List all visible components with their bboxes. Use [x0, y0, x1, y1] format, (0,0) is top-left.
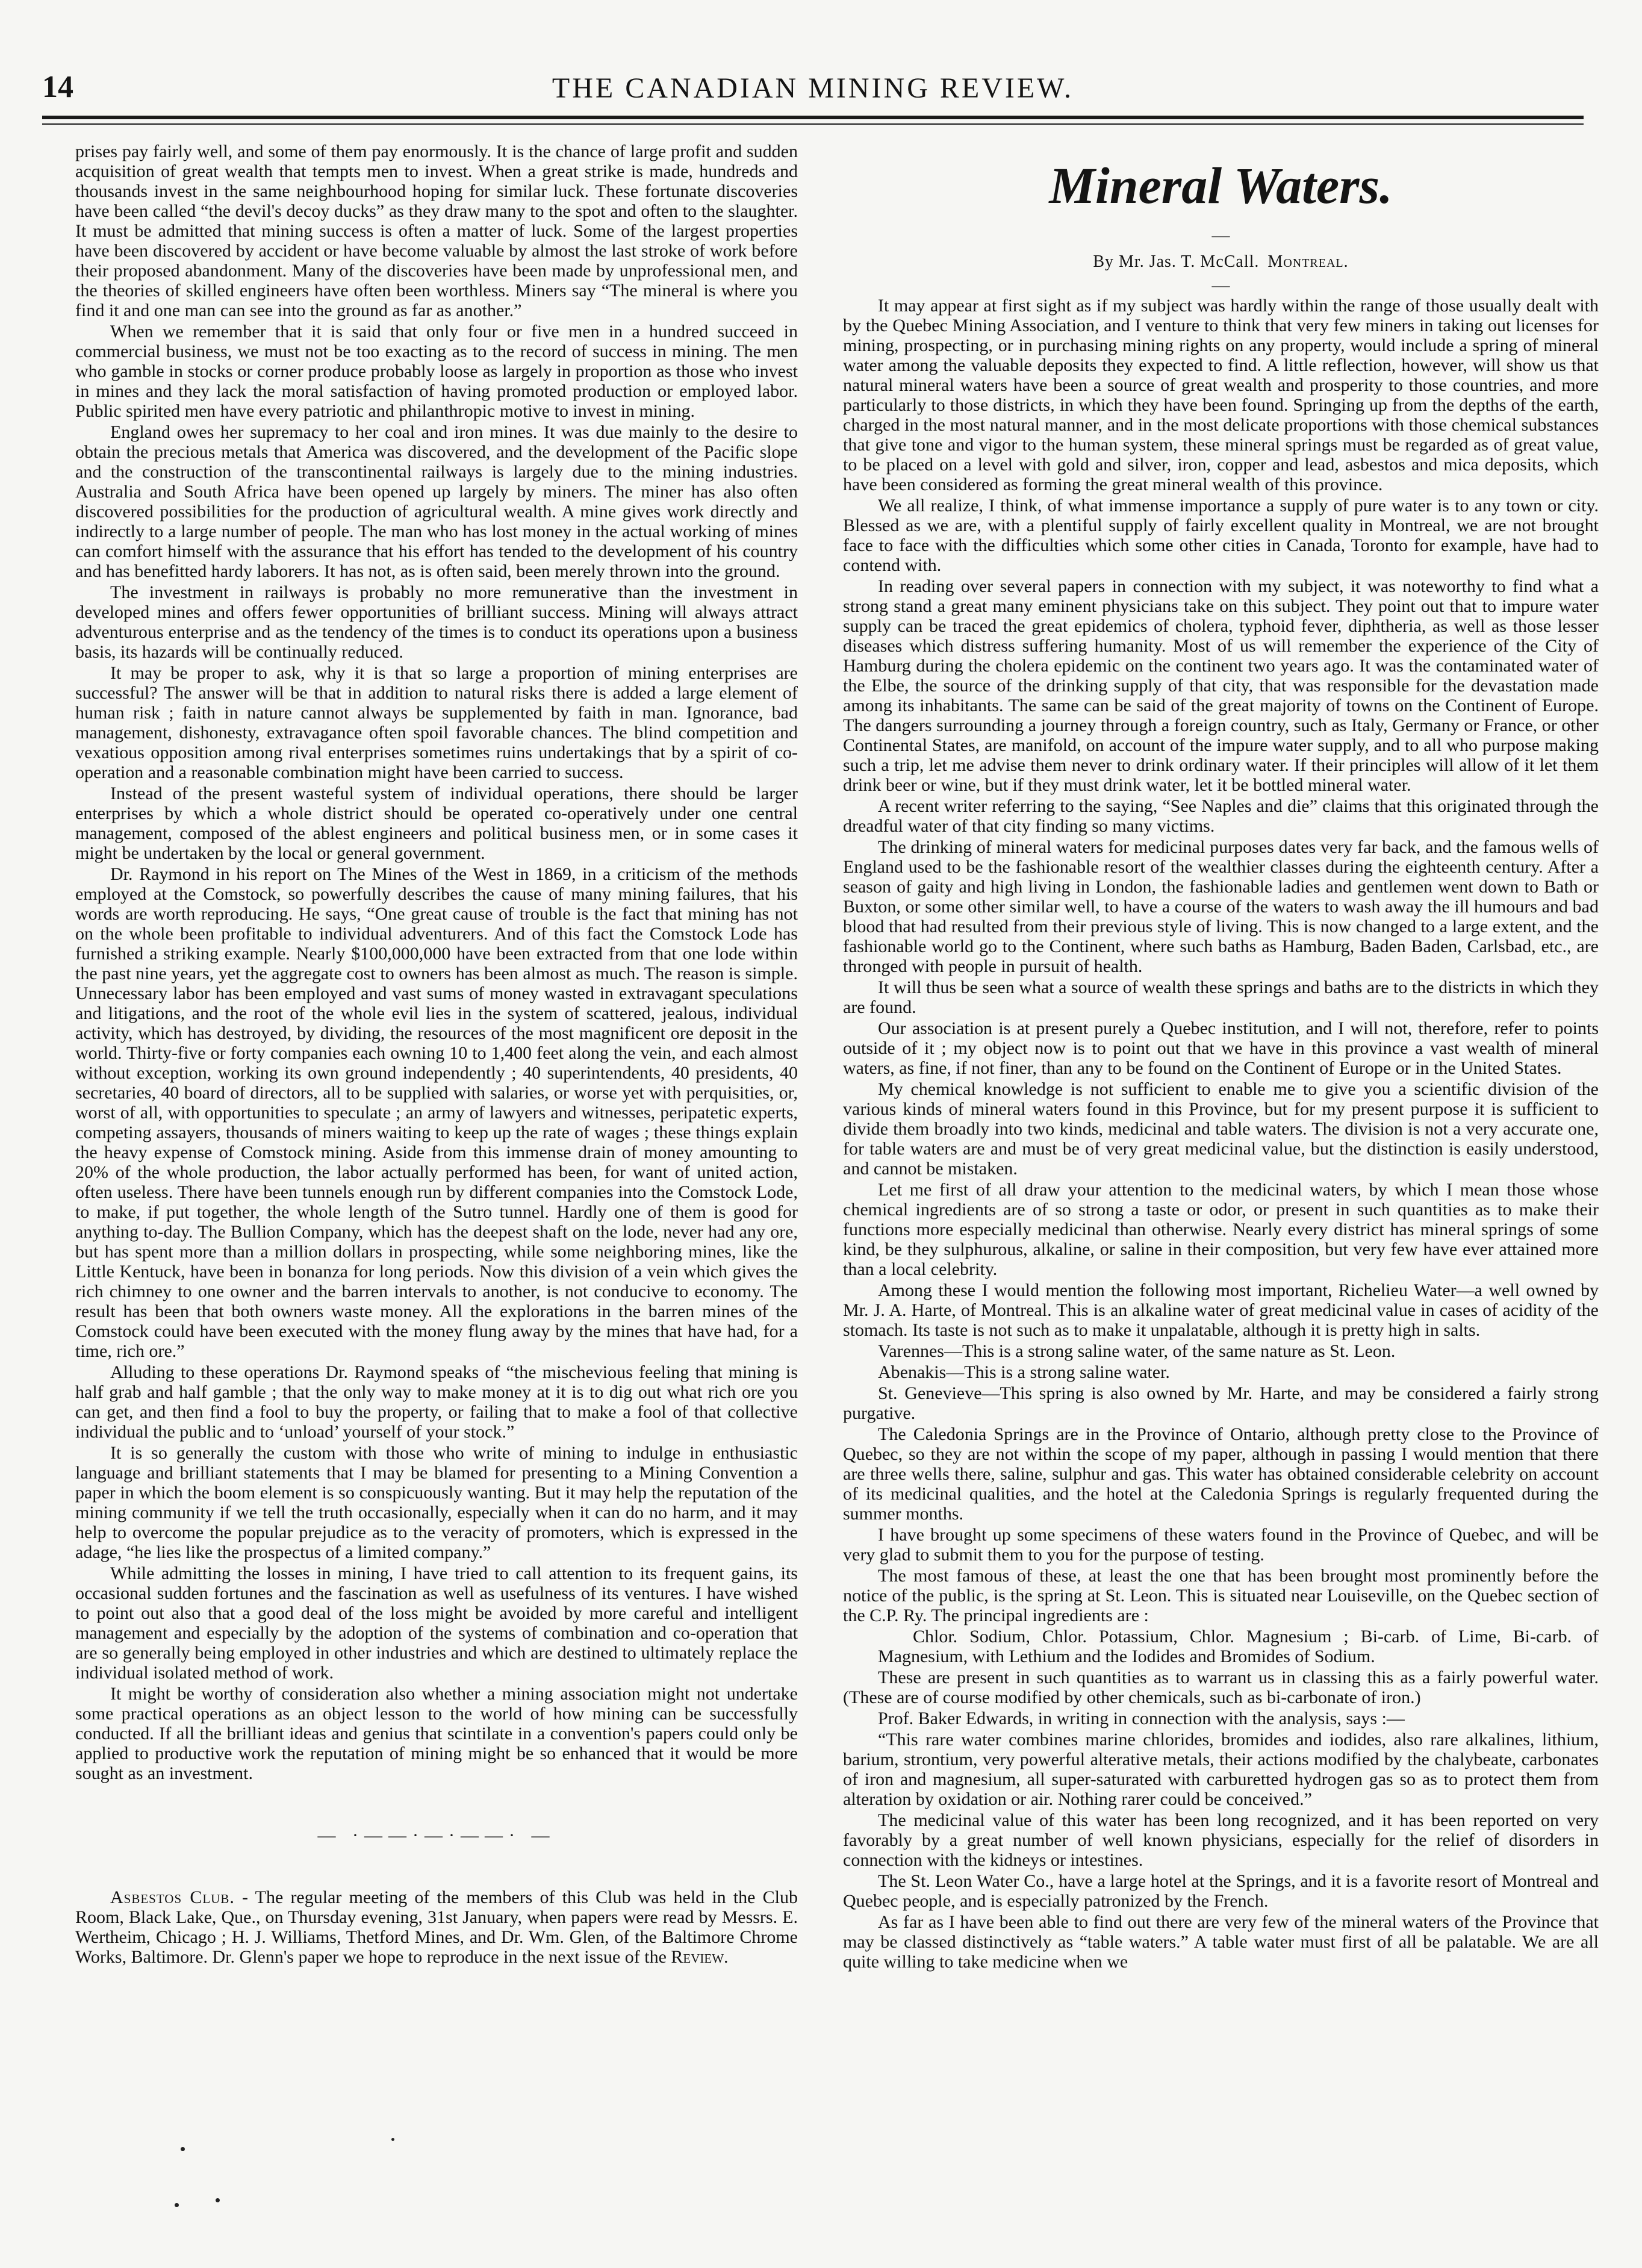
right-paragraph: These are present in such quantities as to warrant us in classing this as a fairly powerful water. (These are of course modified by other chemicals, such as bi-carbonate of iron.)	[843, 1668, 1599, 1707]
block-quote: “This rare water combines marine chlorides, bromides and iodides, also rare alkalines, lithium, barium, strontium, very powerful alterative metals, their actions modified by the chalybeate, carbonates of iron and magnesium, all super-saturated with carburetted hydrogen gas so as to protect them from alteration by oxidation or air. Nothing rarer could be conceived.”	[843, 1730, 1599, 1809]
right-paragraph: The most famous of these, at least the one that has been brought most prominently before the notice of the public, is the spring at St. Leon. This is situated near Louiseville, on the Quebec section of the C.P. Ry. The principal ingredients are :	[843, 1566, 1599, 1625]
right-paragraph: A recent writer referring to the saying, “See Naples and die” claims that this originated through the dreadful water of that city finding so many victims.	[843, 796, 1599, 836]
left-paragraph: When we remember that it is said that only four or five men in a hundred succeed in commercial business, we must not be too exacting as to the record of success in mining. The men who gamble in stocks or corner produce probably loose as largely in proportion as those who invest in mines and they lack the moral satisfaction of having promoted production or employed labor. Public spirited men have every patriotic and philanthropic motive to invest in mining.	[75, 322, 798, 421]
left-paragraph: It might be worthy of consideration also whether a mining association might not undertake some practical operations as an object lesson to the world of how mining can be successfully conducted. If all the brilliant ideas and genius that scintilate in a convention's papers could only be applied to productive work the reputation of mining might be so enhanced that it would be more sought as an investment.	[75, 1684, 798, 1783]
left-paragraph: The investment in railways is probably no more remunerative than the investment in developed mines and offers fewer opportunities of brilliant success. Mining will always attract adventurous enterprise and as the tendency of the times is to conduct its operations upon a business basis, its hazards will be continually reduced.	[75, 582, 798, 662]
right-paragraph: Varennes—This is a strong saline water, of the same nature as St. Leon.	[878, 1341, 1396, 1361]
right-paragraph: It may appear at first sight as if my subject was hardly within the range of those usually dealt with by the Quebec Mining Association, and I venture to think that very few miners in taking out licenses for mining, prospecting, or in purchasing mining rights on any property, would include a spring of mineral water among the valuable deposits they expected to find. A little reflection, however, will show us that natural mineral waters have been a source of great wealth and prosperity to those countries, and more particularly to those districts, in which they have been found. Springing up from the depths of the earth, charged in the most natural manner, and in the most delicate proportions with those chemical substances that give tone and vigor to the human system, these mineral springs must be regarded as of great value, to be placed on a level with gold and silver, iron, copper and lead, asbestos and mica deposits, which have been considered as forming the great mineral wealth of this province.	[843, 296, 1599, 494]
scan-speck	[181, 2147, 185, 2151]
right-paragraph: The medicinal value of this water has been long recognized, and it has been reported on very favorably by a great number of well known physicians, especially for the relief of disorders in connection with the kidneys or intestines.	[843, 1810, 1599, 1870]
right-column	[843, 142, 1599, 1973]
byline-dash: —	[1211, 275, 1230, 295]
scan-speck	[391, 2138, 394, 2141]
page-number: 14	[42, 70, 73, 104]
byline-author: By Mr. Jas. T. McCall.	[1093, 252, 1260, 271]
right-paragraph: Prof. Baker Edwards, in writing in connection with the analysis, says :—	[878, 1709, 1405, 1728]
left-paragraph: It is so generally the custom with those who write of mining to indulge in enthusiastic language and brilliant statements that I may be blamed for presenting to a Mining Convention a paper in which the boom element is so conspicuously wanting. But it may help the reputation of the mining community if we tell the truth occasionally, especially when it can do no harm, and it may help to overcome the popular prejudice as to the veracity of promoters, which is expressed in the adage, “he lies like the prospectus of a limited company.”	[75, 1443, 798, 1562]
header-rule-thick	[42, 116, 1584, 119]
right-paragraph: Let me first of all draw your attention to the medicinal waters, by which I mean those whose chemical ingredients are of so strong a taste or odor, or present in such quantities as to make their functions more especially medicinal than otherwise. Nearly every district has mineral springs of some kind, be they sulphurous, alkaline, or saline in their composition, but very few have ever attained more than a local celebrity.	[843, 1180, 1599, 1279]
right-paragraph: The Caledonia Springs are in the Province of Ontario, although pretty close to the Province of Quebec, so they are not within the scope of my paper, although in passing I would mention that there are three wells there, saline, sulphur and gas. This water has obtained considerable celebrity on account of its medicinal qualities, and the hotel at the Caledonia Springs is regularly frequented during the summer months.	[843, 1424, 1599, 1524]
scan-speck	[216, 2198, 220, 2202]
right-paragraph: St. Genevieve—This spring is also owned by Mr. Harte, and may be considered a fairly strong purgative.	[843, 1383, 1599, 1423]
running-title: THE CANADIAN MINING REVIEW.	[552, 72, 1074, 104]
right-paragraph: My chemical knowledge is not sufficient to enable me to give you a scientific division of the various kinds of mineral waters found in this Province, but for my present purpose it is sufficient to divide them broadly into two kinds, medicinal and table waters. The division is not a very accurate one, for table waters are and must be of very great medicinal value, but the distinction is easily understood, and cannot be mistaken.	[843, 1079, 1599, 1179]
right-paragraph: The drinking of mineral waters for medicinal purposes dates very far back, and the famous wells of England used to be the fashionable resort of the wealthier classes during the eighteenth century. After a season of gaity and high living in London, the fashionable ladies and gentlemen went down to Bath or Buxton, or some other similar well, to have a course of the waters to wash away the ill humours and bad blood that had resulted from their previous style of living. This is now changed to a large extent, and the fashionable world go to the Continent, where such baths as Hamburg, Baden Baden, Carlsbad, etc., are thronged with people in pursuit of health.	[843, 837, 1599, 976]
right-paragraph: We all realize, I think, of what immense importance a supply of pure water is to any town or city. Blessed as we are, with a plentiful supply of fairly excellent quality in Montreal, we are not brought face to face with the difficulties which some other cities in Canada, Toronto for example, have had to contend with.	[843, 496, 1599, 575]
right-paragraph: Abenakis—This is a strong saline water.	[878, 1362, 1170, 1382]
byline-place: Montreal.	[1267, 252, 1349, 271]
review-name: Review.	[671, 1947, 729, 1967]
byline	[843, 252, 1599, 272]
article-title: Mineral Waters.	[1049, 157, 1393, 214]
title-dash: —	[1211, 225, 1230, 245]
left-paragraph: It may be proper to ask, why it is that so large a proportion of mining enterprises are successful? The answer will be that in addition to natural risks there is added a large element of human risk ; faith in nature cannot always be supplemented by faith in man. Ignorance, bad management, dishonesty, extravagance often spoil favorable chances. The blind competition and vexatious opposition among rival enterprises sometimes ruins undertakings that by a spirit of co-operation and a reasonable combination might have been carried to success.	[75, 663, 798, 782]
page-header	[42, 69, 1584, 111]
right-paragraph: In reading over several papers in connection with my subject, it was noteworthy to find what a strong stand a great many eminent physicians take on this subject. They point out that to impure water supply can be traced the great epidemics of cholera, typhoid fever, diphtheria, as well as those lesser diseases which distress suffering humanity. Most of us will remember the experience of the City of Hamburg during the cholera epidemic on the continent two years ago. It was the contaminated water of the Elbe, the source of the drinking supply of that city, that was responsible for the devastation made among its inhabitants. The same can be said of the great majority of towns on the Continent of Europe. The dangers surrounding a journey through a foreign country, such as Italy, Germany or France, or other Continental States, are manifold, on account of the impure water supply, and to all who purpose making such a trip, let me advise them never to drink ordinary water. If their principles will allow of it let them drink beer or wine, but if they must drink water, let it be bottled mineral water.	[843, 576, 1599, 795]
right-paragraph: Among these I would mention the following most important, Richelieu Water—a well owned by Mr. J. A. Harte, of Montreal. This is an alkaline water of great medicinal value in cases of acidity of the stomach. Its taste is not such as to make it unpalatable, although it is pretty high in salts.	[843, 1280, 1599, 1340]
club-note-label: Asbestos Club.	[110, 1887, 235, 1907]
left-paragraph: While admitting the losses in mining, I have tried to call attention to its frequent gains, its occasional sudden fortunes and the fascination as well as usefulness of its ventures. I have wished to point out also that a good deal of the loss might be avoided by more careful and intelligent management and especially by the adoption of the systems of combination and co-operation that are so generally being employed in other industries and which are destined to ultimately replace the individual isolated method of work.	[75, 1563, 798, 1683]
right-paragraph: The St. Leon Water Co., have a large hotel at the Springs, and it is a favorite resort of Montreal and Quebec people, and is especially patronized by the French.	[843, 1871, 1599, 1911]
left-paragraph: Alluding to these operations Dr. Raymond speaks of “the mischevious feeling that mining is half grab and half gamble ; that the only way to make money at it is to dig out what rich ore you can get, and then find a fool to buy the property, or failing that to make a fool of that collective individual the public and to ‘unload’ yourself of your stock.”	[75, 1362, 798, 1442]
left-paragraph: Instead of the present wasteful system of individual operations, there should be larger enterprises by which a whole district should be operated co-operatively under one central management, composed of the ablest engineers and political business men, or in some cases it might be undertaken by the local or general government.	[75, 784, 798, 863]
right-paragraph: I have brought up some specimens of these waters found in the Province of Quebec, and will be very glad to submit them to you for the purpose of testing.	[843, 1525, 1599, 1565]
right-paragraph: As far as I have been able to find out there are very few of the mineral waters of the Province that may be classed distinctively as “table waters.” A table water must first of all be palatable. We are all quite willing to take medicine when we	[843, 1912, 1599, 1972]
left-paragraph: Dr. Raymond in his report on The Mines of the West in 1869, in a criticism of the methods employed at the Comstock, so powerfully describes the cause of many mining failures, that his words are worth reproducing. He says, “One great cause of trouble is the fact that mining has not on the whole been profitable to individual adventurers. And of this fact the Comstock Lode has furnished a striking example. Nearly $100,000,000 have been extracted from that one lode within the past nine years, yet the aggregate cost to owners has been almost as much. The reason is simple. Unnecessary labor has been employed and vast sums of money wasted in extravagant speculations and litigations, and the root of the whole evil lies in the system of scattered, jealous, individual activity, which has destroyed, by dividing, the resources of the most magnificent ore deposit in the world. Thirty-five or forty companies each owning 10 to 1,400 feet along the vein, and each almost without exception, working its own ground independently ; 40 superintendents, 40 presidents, 40 secretaries, 40 board of directors, all to be supplied with salaries, or worse yet with perquisities, or, worst of all, with opportunities to speculate ; an army of lawyers and witnesses, peripatetic experts, competing assayers, thousands of miners waiting to keep up the rate of wages ; these things explain the heavy expense of Comstock mining. Aside from this immense drain of money amounting to 20% of the whole production, the labor actually performed has been, for want of united action, often useless. There have been tunnels enough run by different companies into the Comstock Lode, to make, if put together, the whole length of the Sutro tunnel. Hardly one of them is good for anything to-day. The Bullion Company, which has the deepest shaft on the lode, never had any ore, but has spent more than a million dollars in prospecting, while some neighboring mines, like the Little Kentuck, have been in bonanza for long periods. Now this division of a vein which gives the rich chimney to one owner and the barren intervals to another, is not conducive to economy. The result has been that both owners waste money. All the explorations in the barren mines of the Comstock could have been executed with the money flung away by the mines that have had, for a time, rich ore.”	[75, 864, 798, 1361]
scan-specks	[181, 2138, 542, 2210]
section-separator: — ·——·—·——· —	[317, 1825, 556, 1845]
left-column	[75, 142, 798, 1968]
club-note	[75, 1887, 798, 1967]
mineral-ingredient-list: Chlor. Sodium, Chlor. Potassium, Chlor. Magnesium ; Bi-carb. of Lime, Bi-carb. of Magnesium, with Lethium and the Iodides and Bromides of Sodium.	[878, 1627, 1599, 1666]
left-paragraph: England owes her supremacy to her coal and iron mines. It was due mainly to the desire to obtain the precious metals that America was discovered, and the development of the Pacific slope and the construction of the transcontinental railways is largely due to the mining industries. Australia and South Africa have been opened up largely by miners. The miner has also often discovered possibilities for the production of agricultural wealth. A mine gives work directly and indirectly to a large number of people. The man who has lost money in the actual working of mines can comfort himself with the assurance that his effort has tended to the development of his country and has benefitted hardy laborers. It has not, as is often said, been merely thrown into the ground.	[75, 422, 798, 581]
left-paragraph: prises pay fairly well, and some of them pay enormously. It is the chance of large profit and sudden acquisition of great wealth that tempts men to invest. When a great strike is made, hundreds and thousands invest in the same neighbourhood hoping for similar luck. These fortunate discoveries have been called “the devil's decoy ducks” as they draw many to the spot and often to the slaughter. It must be admitted that mining success is often a matter of luck. Some of the largest properties have been discovered by accident or have become valuable by almost the last stroke of work before their proposed abandonment. Many of the discoveries have been made by unprofessional men, and the theories of skilled engineers have often been worthless. Miners say “The mineral is where you find it and one man can see into the ground as far as another.”	[75, 142, 798, 320]
right-paragraph: Our association is at present purely a Quebec institution, and I will not, therefore, refer to points outside of it ; my object now is to point out that we have in this province a vast wealth of mineral waters, as fine, if not finer, than any to be found on the Continent of Europe or in the United States.	[843, 1018, 1599, 1078]
header-rule-thin	[42, 123, 1584, 125]
club-note-text: - The regular meeting of the members of this Club was held in the Club Room, Black Lake, Que., on Thursday evening, 31st January, when papers were read by Messrs. E. Wertheim, Chicago ; H. J. Williams, Thetford Mines, and Dr. Wm. Glen, of the Baltimore Chrome Works, Baltimore. Dr. Glenn's paper we hope to reproduce in the next issue of the	[75, 1887, 798, 1967]
right-paragraph: It will thus be seen what a source of wealth these springs and baths are to the districts in which they are found.	[843, 977, 1599, 1017]
scan-speck	[175, 2203, 179, 2207]
